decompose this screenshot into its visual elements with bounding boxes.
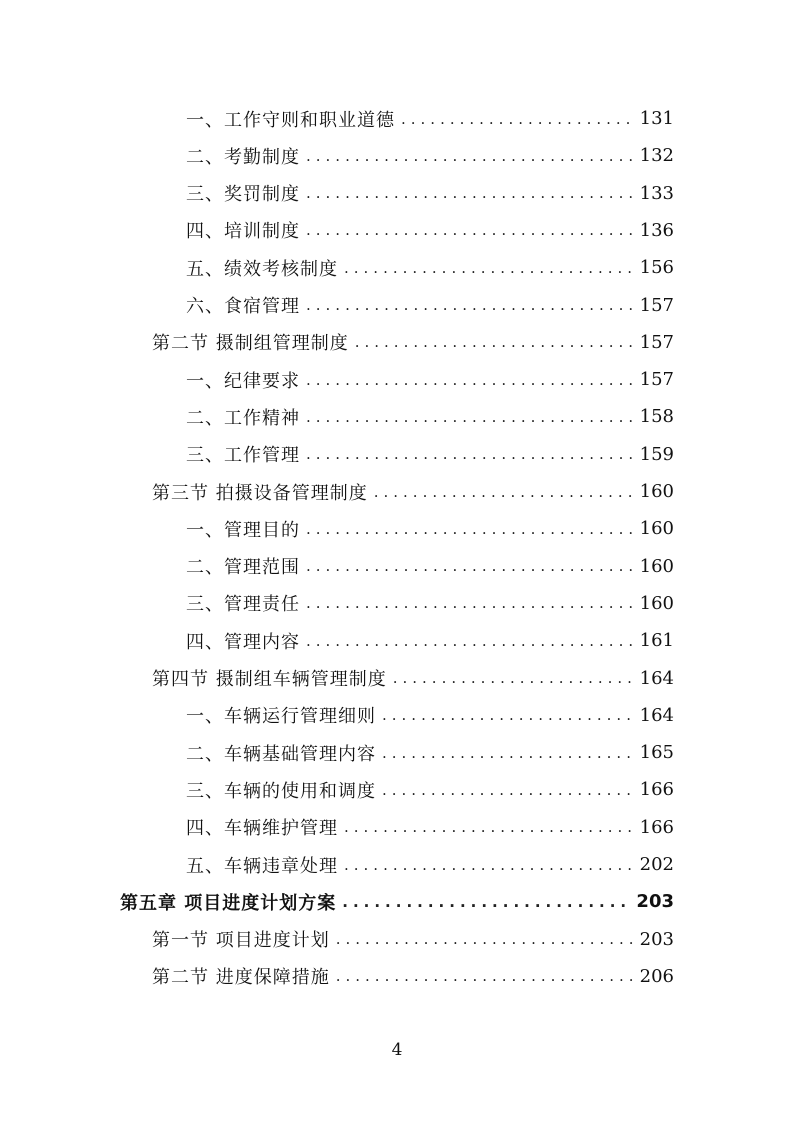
toc-entry-title: 三、管理责任 (186, 594, 300, 616)
toc-entry-title: 三、工作管理 (186, 445, 300, 467)
toc-dot-leader (306, 184, 634, 202)
toc-entry[interactable] (186, 734, 674, 771)
toc-dot-leader (306, 557, 634, 575)
toc-entry[interactable] (152, 958, 674, 995)
toc-entry[interactable] (152, 921, 674, 958)
toc-dot-leader (306, 147, 634, 165)
toc-entry[interactable] (186, 175, 674, 212)
toc-entry-title: 二、工作精神 (186, 407, 300, 429)
toc-entry-page: 164 (639, 704, 674, 726)
toc-entry-page: 164 (639, 667, 674, 689)
toc-dot-leader (306, 594, 634, 612)
toc-entry-title: 一、车辆运行管理细则 (186, 706, 376, 728)
toc-entry[interactable] (186, 697, 674, 734)
toc-entry[interactable] (186, 398, 674, 435)
toc-entry-page: 202 (639, 854, 674, 875)
toc-entry[interactable] (186, 510, 674, 547)
toc-entry-page: 203 (639, 928, 674, 950)
toc-entry[interactable] (186, 287, 674, 324)
toc-dot-leader (344, 259, 634, 277)
toc-entry-page: 166 (639, 816, 674, 838)
toc-entry-page: 160 (639, 518, 674, 540)
toc-entry-page: 165 (639, 742, 674, 764)
toc-entry-page: 160 (639, 592, 674, 614)
toc-dot-leader (306, 408, 634, 426)
toc-entry-title: 四、培训制度 (186, 221, 300, 243)
toc-entry[interactable] (186, 809, 674, 846)
toc-entry[interactable] (186, 548, 674, 585)
toc-dot-leader (382, 744, 634, 762)
toc-dot-leader (336, 930, 634, 948)
toc-entry-page: 132 (639, 145, 674, 167)
toc-entry-title: 一、管理目的 (186, 519, 300, 541)
toc-entry[interactable] (186, 846, 674, 883)
toc-entry-title: 第四节 摄制组车辆管理制度 (152, 669, 387, 690)
toc-entry-title: 二、考勤制度 (186, 146, 300, 168)
toc-entry-title: 一、纪律要求 (186, 370, 300, 392)
toc-entry-page: 156 (639, 257, 674, 279)
toc-dot-leader (342, 893, 630, 911)
toc-dot-leader (306, 371, 634, 389)
toc-entry-title: 四、管理内容 (186, 631, 300, 653)
toc-entry-title: 二、管理范围 (186, 557, 300, 579)
toc-entry-page: 160 (639, 555, 674, 577)
toc-dot-leader (306, 520, 634, 538)
toc-entry-title: 五、绩效考核制度 (186, 258, 338, 280)
toc-entry[interactable] (186, 361, 674, 398)
toc-entry-title: 三、车辆的使用和调度 (186, 780, 376, 802)
toc-entry-page: 158 (639, 406, 674, 428)
toc-dot-leader (344, 856, 634, 874)
toc-dot-leader (382, 706, 634, 724)
toc-entry-page: 161 (639, 630, 674, 652)
toc-entry-title: 四、车辆维护管理 (186, 818, 338, 840)
toc-entry[interactable] (186, 100, 674, 137)
toc-entry[interactable] (152, 660, 674, 697)
toc-entry[interactable] (186, 585, 674, 622)
toc-entry[interactable] (186, 249, 674, 286)
toc-entry-title: 一、工作守则和职业道德 (186, 109, 395, 131)
toc-entry[interactable] (186, 137, 674, 174)
toc-dot-leader (336, 967, 634, 985)
toc-entry-page: 157 (639, 369, 674, 391)
toc-entry-title: 第二节 进度保障措施 (152, 967, 330, 989)
toc-entry-page: 131 (639, 108, 674, 129)
toc-entry[interactable] (152, 324, 674, 361)
toc-entry-title: 五、车辆违章处理 (186, 855, 338, 877)
toc-entry[interactable] (186, 436, 674, 473)
toc-entry-page: 133 (639, 182, 674, 204)
toc-entry-page: 206 (639, 965, 674, 987)
toc-dot-leader (306, 632, 634, 650)
toc-entry[interactable] (186, 771, 674, 808)
toc-entry-page: 159 (639, 443, 674, 465)
toc-entry-title: 第三节 拍摄设备管理制度 (152, 482, 368, 504)
toc-entry-title: 三、奖罚制度 (186, 184, 300, 206)
toc-dot-leader (382, 781, 634, 799)
toc-entry-title: 第一节 项目进度计划 (152, 930, 330, 952)
toc-entry-page: 203 (636, 891, 674, 913)
toc-dot-leader (306, 445, 634, 463)
toc-entry-title: 二、车辆基础管理内容 (186, 743, 376, 765)
page-number: 4 (391, 1040, 403, 1060)
toc-entry-title: 六、食宿管理 (186, 296, 300, 317)
toc-entry-page: 166 (639, 779, 674, 801)
toc-dot-leader (393, 669, 634, 687)
toc-dot-leader (355, 333, 634, 351)
toc-entry-page: 160 (639, 481, 674, 502)
toc-entry-page: 157 (639, 294, 674, 316)
toc-dot-leader (374, 483, 634, 501)
toc-entry-title: 第二节 摄制组管理制度 (152, 333, 349, 355)
toc-entry[interactable] (120, 883, 674, 920)
toc-entry[interactable] (186, 212, 674, 249)
toc-dot-leader (306, 296, 634, 314)
toc-dot-leader (306, 221, 634, 239)
toc-dot-leader (401, 110, 634, 128)
toc-entry-page: 136 (639, 219, 674, 241)
toc-entry[interactable] (152, 473, 674, 510)
toc-entry[interactable] (186, 622, 674, 659)
toc-dot-leader (344, 818, 634, 836)
toc-entry-title: 第五章 项目进度计划方案 (120, 892, 337, 914)
toc-entry-page: 157 (639, 331, 674, 353)
